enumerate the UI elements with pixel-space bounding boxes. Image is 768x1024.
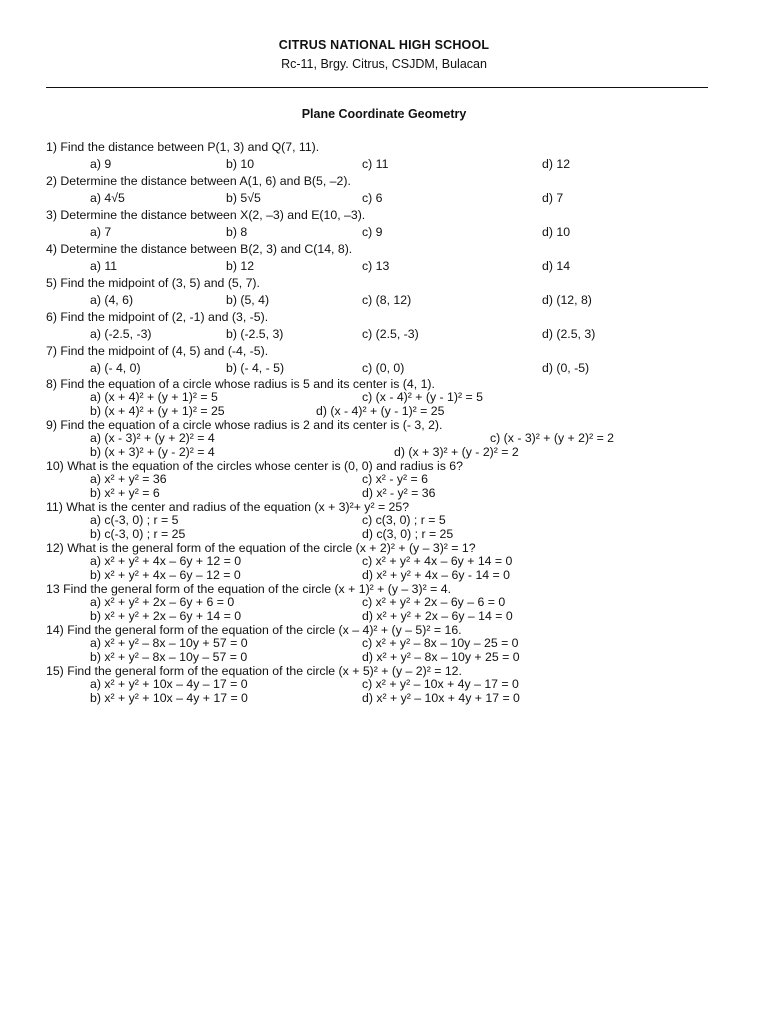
choice-b: b) 5√5 <box>226 191 261 205</box>
choice-b: b) (x + 3)² + (y - 2)² = 4 <box>90 444 215 459</box>
choice-d: d) (2.5, 3) <box>542 327 596 341</box>
question-3 <box>46 207 736 241</box>
choice-b: b) (x + 4)² + (y + 1)² = 25 <box>90 403 225 418</box>
choice-b: b) (5, 4) <box>226 293 270 307</box>
choice-b: b) c(-3, 0) ; r = 25 <box>90 526 186 541</box>
choice-b: b) 8 <box>226 225 248 239</box>
choice-row <box>46 292 736 309</box>
choice-row <box>46 528 736 542</box>
question-stem: 13 Find the general form of the equation of the circle (x + 1)² + (y – 3)² = 4. <box>46 582 451 596</box>
choice-row <box>46 473 736 487</box>
choice-c: c) 9 <box>362 225 383 239</box>
choice-c: c) x² + y² – 8x – 10y – 25 = 0 <box>362 636 519 650</box>
choice-d: d) x² + y² – 10x + 4y + 17 = 0 <box>362 690 520 705</box>
question-stem: 15) Find the general form of the equation of the circle (x + 5)² + (y – 2)² = 12. <box>46 664 462 678</box>
choice-d: d) 14 <box>542 259 571 273</box>
choice-d: d) (x + 3)² + (y - 2)² = 2 <box>394 444 519 459</box>
choice-c: c) x² - y² = 6 <box>362 472 428 486</box>
choice-b: b) (- 4, - 5) <box>226 361 285 375</box>
choice-a: a) (- 4, 0) <box>90 361 141 375</box>
question-6 <box>46 309 736 343</box>
choice-d: d) (12, 8) <box>542 293 592 307</box>
choice-d: d) 10 <box>542 225 571 239</box>
header-divider <box>46 87 708 88</box>
choice-row <box>46 224 736 241</box>
choice-row <box>46 405 736 419</box>
choice-row <box>46 678 736 692</box>
choice-d: d) x² + y² + 4x – 6y - 14 = 0 <box>362 567 510 582</box>
question-stem: 1) Find the distance between P(1, 3) and Q(7, 11). <box>46 140 320 154</box>
choice-a: a) x² + y² – 8x – 10y + 57 = 0 <box>90 636 248 650</box>
choice-row <box>46 446 736 460</box>
question-4 <box>46 241 736 275</box>
question-7 <box>46 343 736 377</box>
choice-a: a) c(-3, 0) ; r = 5 <box>90 513 179 527</box>
choice-row <box>46 156 736 173</box>
choice-row <box>46 637 736 651</box>
question-12 <box>46 541 736 582</box>
choice-d: d) c(3, 0) ; r = 25 <box>362 526 454 541</box>
choice-b: b) 12 <box>226 259 255 273</box>
choice-d: d) (x - 4)² + (y - 1)² = 25 <box>316 403 445 418</box>
question-stem: 3) Determine the distance between X(2, –3) and E(10, –3). <box>46 208 366 222</box>
question-2 <box>46 173 736 207</box>
question-stem: 10) What is the equation of the circles whose center is (0, 0) and radius is 6? <box>46 459 463 473</box>
choice-a: a) x² + y² + 2x – 6y + 6 = 0 <box>90 595 235 609</box>
choice-a: a) x² + y² + 10x – 4y – 17 = 0 <box>90 677 248 691</box>
choice-b: b) x² + y² + 10x – 4y + 17 = 0 <box>90 690 248 705</box>
choice-row <box>46 651 736 665</box>
question-stem: 14) Find the general form of the equation of the circle (x – 4)² + (y – 5)² = 16. <box>46 623 462 637</box>
question-stem: 11) What is the center and radius of the equation (x + 3)²+ y² = 25? <box>46 500 410 514</box>
choice-row <box>46 360 736 377</box>
question-11 <box>46 500 736 541</box>
choice-row <box>46 514 736 528</box>
school-name: CITRUS NATIONAL HIGH SCHOOL <box>278 38 490 52</box>
choice-row <box>46 569 736 583</box>
choice-d: d) x² - y² = 36 <box>362 485 436 500</box>
choice-d: d) 12 <box>542 157 571 171</box>
question-stem: 7) Find the midpoint of (4, 5) and (-4, -5). <box>46 344 269 358</box>
question-5 <box>46 275 736 309</box>
choice-c: c) c(3, 0) ; r = 5 <box>362 513 446 527</box>
choice-c: c) (x - 3)² + (y + 2)² = 2 <box>490 431 615 445</box>
question-list <box>46 139 736 705</box>
choice-a: a) (-2.5, -3) <box>90 327 152 341</box>
choice-c: c) x² + y² + 4x – 6y + 14 = 0 <box>362 554 513 568</box>
question-9 <box>46 418 736 459</box>
worksheet-title: Plane Coordinate Geometry <box>301 107 467 121</box>
choice-d: d) 7 <box>542 191 564 205</box>
question-10 <box>46 459 736 500</box>
choice-b: b) (-2.5, 3) <box>226 327 284 341</box>
choice-d: d) x² + y² – 8x – 10y + 25 = 0 <box>362 649 520 664</box>
choice-a: a) x² + y² + 4x – 6y + 12 = 0 <box>90 554 242 568</box>
choice-row <box>46 190 736 207</box>
choice-a: a) 4√5 <box>90 191 125 205</box>
choice-b: b) x² + y² + 4x – 6y – 12 = 0 <box>90 567 241 582</box>
choice-c: c) (8, 12) <box>362 293 412 307</box>
choice-row <box>46 610 736 624</box>
question-1 <box>46 139 736 173</box>
question-13 <box>46 582 736 623</box>
choice-b: b) x² + y² + 2x – 6y + 14 = 0 <box>90 608 242 623</box>
choice-c: c) 11 <box>362 157 389 171</box>
school-address: Rc-11, Brgy. Citrus, CSJDM, Bulacan <box>281 57 487 71</box>
question-stem: 8) Find the equation of a circle whose radius is 5 and its center is (4, 1). <box>46 377 435 391</box>
question-stem: 6) Find the midpoint of (2, -1) and (3, -5). <box>46 310 269 324</box>
question-stem: 5) Find the midpoint of (3, 5) and (5, 7). <box>46 276 260 290</box>
choice-d: d) (0, -5) <box>542 361 590 375</box>
choice-d: d) x² + y² + 2x – 6y – 14 = 0 <box>362 608 513 623</box>
choice-c: c) x² + y² – 10x + 4y – 17 = 0 <box>362 677 519 691</box>
choice-a: a) (x - 3)² + (y + 2)² = 4 <box>90 431 215 445</box>
choice-row <box>46 692 736 706</box>
choice-a: a) 11 <box>90 259 118 273</box>
choice-c: c) (x - 4)² + (y - 1)² = 5 <box>362 390 483 404</box>
choice-row <box>46 555 736 569</box>
choice-a: a) (x + 4)² + (y + 1)² = 5 <box>90 390 218 404</box>
choice-row <box>46 326 736 343</box>
choice-b: b) 10 <box>226 157 255 171</box>
question-stem: 12) What is the general form of the equation of the circle (x + 2)² + (y – 3)² = 1? <box>46 541 476 555</box>
choice-c: c) 13 <box>362 259 390 273</box>
document-header <box>0 38 768 72</box>
choice-b: b) x² + y² – 8x – 10y – 57 = 0 <box>90 649 248 664</box>
choice-c: c) x² + y² + 2x – 6y – 6 = 0 <box>362 595 506 609</box>
question-15 <box>46 664 736 705</box>
choice-row <box>46 432 736 446</box>
choice-a: a) x² + y² = 36 <box>90 472 167 486</box>
choice-row <box>46 487 736 501</box>
choice-a: a) (4, 6) <box>90 293 134 307</box>
question-stem: 2) Determine the distance between A(1, 6) and B(5, –2). <box>46 174 351 188</box>
choice-b: b) x² + y² = 6 <box>90 485 160 500</box>
question-8 <box>46 377 736 418</box>
question-stem: 4) Determine the distance between B(2, 3) and C(14, 8). <box>46 242 353 256</box>
choice-row <box>46 258 736 275</box>
choice-c: c) (0, 0) <box>362 361 405 375</box>
choice-c: c) 6 <box>362 191 383 205</box>
choice-c: c) (2.5, -3) <box>362 327 419 341</box>
choice-row <box>46 391 736 405</box>
choice-a: a) 7 <box>90 225 112 239</box>
question-stem: 9) Find the equation of a circle whose radius is 2 and its center is (- 3, 2). <box>46 418 443 432</box>
question-14 <box>46 623 736 664</box>
choice-a: a) 9 <box>90 157 112 171</box>
choice-row <box>46 596 736 610</box>
